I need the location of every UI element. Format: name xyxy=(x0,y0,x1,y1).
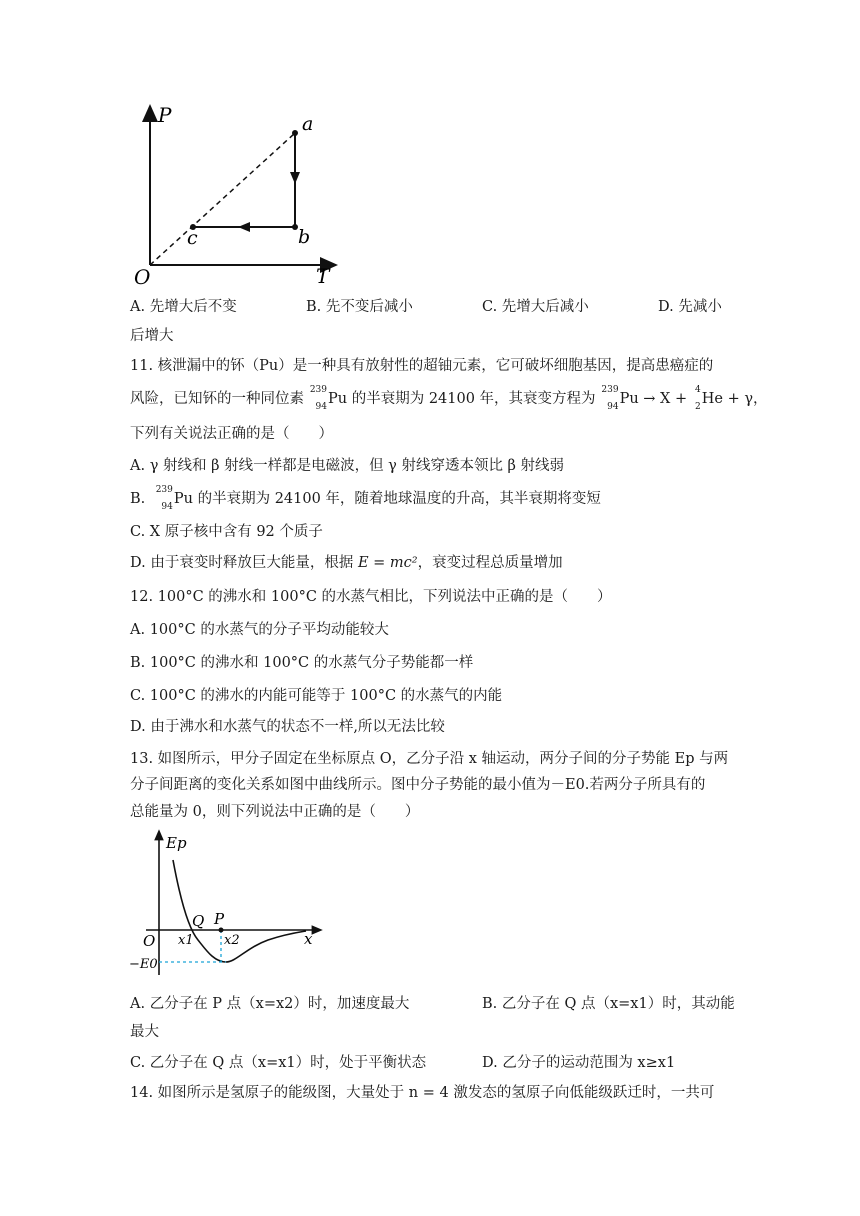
label-p: P xyxy=(158,103,172,127)
q12-option-d: D. 由于沸水和水蒸气的状态不一样,所以无法比较 xyxy=(130,719,445,735)
q11-option-c: C. X 原子核中含有 92 个质子 xyxy=(130,524,323,540)
point-a xyxy=(292,130,298,136)
q12-option-b: B. 100°C 的沸水和 100°C 的水蒸气分子势能都一样 xyxy=(130,655,474,671)
q13-stem-line1: 13. 如图所示，甲分子固定在坐标原点 O，乙分子沿 x 轴运动，两分子间的分子势能 Ep 与两 xyxy=(130,751,729,767)
label-q: Q xyxy=(192,912,205,930)
q11-option-a: A. γ 射线和 β 射线一样都是电磁波，但 γ 射线穿透本领比 β 射线弱 xyxy=(130,458,565,474)
q13-option-b: B. 乙分子在 Q 点（x=x1）时，其动能 xyxy=(482,996,735,1012)
label-o: O xyxy=(134,265,151,289)
q12-stem: 12. 100°C 的沸水和 100°C 的水蒸气相比，下列说法中正确的是（ ） xyxy=(130,589,612,605)
eq-mid: → X + xyxy=(638,391,692,407)
q10-option-a: A. 先增大后不变 xyxy=(130,299,237,315)
pt-diagram xyxy=(130,100,350,289)
q10-option-d: D. 先减小 xyxy=(658,299,722,315)
mass-energy-formula: E = mc² xyxy=(357,555,418,571)
ep-curve-diagram xyxy=(128,828,328,980)
q13-stem-line3: 总能量为 0，则下列说法中正确的是（ ） xyxy=(130,804,420,820)
eq-end: + γ， xyxy=(722,391,768,407)
label-a: a xyxy=(302,113,314,135)
label-ep: Ep xyxy=(166,834,187,852)
q13-option-c: C. 乙分子在 Q 点（x=x1）时，处于平衡状态 xyxy=(130,1055,427,1071)
q11-stem-line2 xyxy=(130,385,768,412)
arrow-left xyxy=(238,222,250,232)
he-symbol: He xyxy=(701,391,723,407)
arrow-down xyxy=(290,172,300,184)
pu-symbol: Pu xyxy=(619,391,639,407)
label-p: P xyxy=(214,910,225,928)
q11-stem-line3: 下列有关说法正确的是（ ） xyxy=(130,426,333,442)
point-p xyxy=(219,928,224,933)
q14-stem-line1: 14. 如图所示是氢原子的能级图，大量处于 n = 4 激发态的氢原子向低能级跃迁时，一共可 xyxy=(130,1085,715,1101)
q10-option-b: B. 先不变后减小 xyxy=(306,299,413,315)
label-b: b xyxy=(298,226,311,248)
q10-option-c: C. 先增大后减小 xyxy=(482,299,589,315)
label-x: x xyxy=(304,930,313,948)
label-c: c xyxy=(187,227,198,249)
q13-option-b-cont: 最大 xyxy=(130,1024,159,1040)
q10-option-d-cont: 后增大 xyxy=(130,328,174,344)
q12-option-c: C. 100°C 的沸水的内能可能等于 100°C 的水蒸气的内能 xyxy=(130,688,503,704)
pu-isotope-b: 239 94 xyxy=(155,485,173,512)
q13-option-a: A. 乙分子在 P 点（x=x2）时，加速度最大 xyxy=(130,996,410,1012)
label-o: O xyxy=(143,932,156,950)
q11-stem-line1: 11. 核泄漏中的钚（Pu）是一种具有放射性的超铀元素，它可破坏细胞基因，提高患癌症的 xyxy=(130,358,714,374)
q13-stem-line2: 分子间距离的变化关系如图中曲线所示。图中分子势能的最小值为－E0.若两分子所具有的 xyxy=(130,777,706,793)
q12-option-a: A. 100°C 的水蒸气的分子平均动能较大 xyxy=(130,622,389,638)
label-x1: x1 xyxy=(178,933,194,948)
label-x2: x2 xyxy=(224,933,240,948)
q11-option-d: D. 由于衰变时释放巨大能量，根据 E = mc²，衰变过程总质量增加 xyxy=(130,555,563,571)
pu-isotope-eq-prefix: 239 94 xyxy=(601,385,619,412)
q11-text-a: 风险，已知钚的一种同位素 xyxy=(130,391,304,407)
dashed-line xyxy=(150,133,295,265)
label-neg-e0: −E0 xyxy=(129,957,158,972)
q11-option-b: B. 239 94 Pu 的半衰期为 24100 年，随着地球温度的升高，其半衰期将变短 xyxy=(130,485,601,512)
label-t: T xyxy=(316,264,330,288)
q13-option-d: D. 乙分子的运动范围为 x≥x1 xyxy=(482,1055,676,1071)
he-isotope-prefix: 4 2 xyxy=(695,385,701,412)
pu-isotope-prefix: 239 94 xyxy=(309,385,327,412)
q11-text-b: Pu 的半衰期为 24100 年，其衰变方程为 xyxy=(328,391,596,407)
